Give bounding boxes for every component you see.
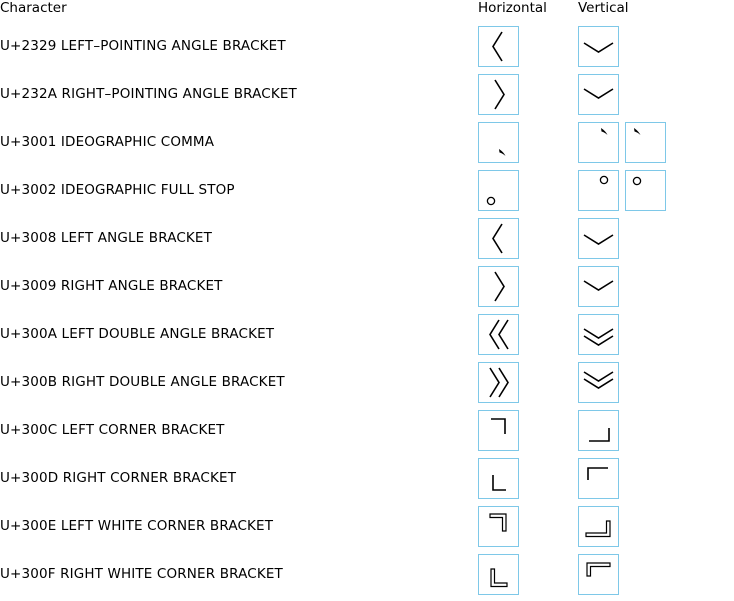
table-header-row	[0, 0, 734, 22]
table-row	[0, 502, 734, 550]
vertical-glyph-cell	[578, 406, 734, 454]
double-angle-bracket-left-horizontal-icon	[478, 314, 519, 355]
character-name: U+300E LEFT WHITE CORNER BRACKET	[0, 518, 274, 534]
white-corner-bracket-left-vertical-icon	[578, 506, 619, 547]
double-angle-bracket-right-vertical-icon	[578, 362, 619, 403]
white-corner-bracket-left-horizontal-icon	[478, 506, 519, 547]
corner-bracket-left-horizontal-icon	[478, 410, 519, 451]
table-row	[0, 406, 734, 454]
table-row	[0, 118, 734, 166]
horizontal-glyph-cell	[478, 22, 578, 70]
ideographic-full-stop-vertical-a-icon	[578, 170, 619, 211]
ideographic-full-stop-horizontal-icon	[478, 170, 519, 211]
ideographic-full-stop-vertical-b-icon	[625, 170, 666, 211]
double-angle-bracket-left-vertical-icon	[578, 314, 619, 355]
ideographic-comma-vertical-b-icon	[625, 122, 666, 163]
vertical-glyph-cell	[578, 22, 734, 70]
corner-bracket-right-horizontal-icon	[478, 458, 519, 499]
table-row	[0, 22, 734, 70]
character-name: U+3009 RIGHT ANGLE BRACKET	[0, 278, 223, 294]
table-row	[0, 70, 734, 118]
column-header-character: Character	[0, 0, 67, 16]
character-name: U+232A RIGHT–POINTING ANGLE BRACKET	[0, 86, 297, 102]
character-name: U+3002 IDEOGRAPHIC FULL STOP	[0, 182, 235, 198]
table-body	[0, 22, 734, 598]
table-row	[0, 310, 734, 358]
angle-bracket-right-vertical-icon	[578, 74, 619, 115]
column-header-horizontal: Horizontal	[478, 0, 547, 16]
column-header-vertical: Vertical	[578, 0, 629, 16]
character-name: U+2329 LEFT–POINTING ANGLE BRACKET	[0, 38, 286, 54]
vertical-glyph-cell	[578, 166, 734, 214]
ideographic-comma-vertical-a-icon	[578, 122, 619, 163]
character-name: U+300C LEFT CORNER BRACKET	[0, 422, 225, 438]
vertical-glyph-cell	[578, 70, 734, 118]
table-row	[0, 358, 734, 406]
angle-bracket-left-horizontal-icon	[478, 26, 519, 67]
horizontal-glyph-cell	[478, 502, 578, 550]
vertical-glyph-cell	[578, 118, 734, 166]
horizontal-glyph-cell	[478, 358, 578, 406]
horizontal-glyph-cell	[478, 310, 578, 358]
angle-bracket-right-vertical-icon	[578, 266, 619, 307]
white-corner-bracket-right-vertical-icon	[578, 554, 619, 595]
character-name: U+300F RIGHT WHITE CORNER BRACKET	[0, 566, 283, 582]
angle-bracket-right-horizontal-icon	[478, 266, 519, 307]
angle-bracket-left-vertical-icon	[578, 26, 619, 67]
corner-bracket-right-vertical-icon	[578, 458, 619, 499]
character-name: U+300D RIGHT CORNER BRACKET	[0, 470, 237, 486]
ideographic-comma-horizontal-icon	[478, 122, 519, 163]
horizontal-glyph-cell	[478, 550, 578, 598]
table-row	[0, 550, 734, 598]
character-name: U+3001 IDEOGRAPHIC COMMA	[0, 134, 215, 150]
angle-bracket-left-vertical-icon	[578, 218, 619, 259]
white-corner-bracket-right-horizontal-icon	[478, 554, 519, 595]
horizontal-glyph-cell	[478, 166, 578, 214]
table-row	[0, 166, 734, 214]
vertical-glyph-cell	[578, 310, 734, 358]
vertical-glyph-cell	[578, 262, 734, 310]
table-header	[0, 0, 734, 22]
horizontal-glyph-cell	[478, 214, 578, 262]
vertical-glyph-cell	[578, 454, 734, 502]
vertical-glyph-cell	[578, 502, 734, 550]
horizontal-glyph-cell	[478, 406, 578, 454]
vertical-glyph-cell	[578, 214, 734, 262]
angle-bracket-left-horizontal-icon	[478, 218, 519, 259]
character-name: U+3008 LEFT ANGLE BRACKET	[0, 230, 212, 246]
character-name: U+300A LEFT DOUBLE ANGLE BRACKET	[0, 326, 275, 342]
table-row	[0, 454, 734, 502]
horizontal-glyph-cell	[478, 118, 578, 166]
horizontal-glyph-cell	[478, 454, 578, 502]
horizontal-glyph-cell	[478, 262, 578, 310]
vertical-glyph-cell	[578, 550, 734, 598]
horizontal-glyph-cell	[478, 70, 578, 118]
table-row	[0, 262, 734, 310]
vertical-glyph-cell	[578, 358, 734, 406]
character-name: U+300B RIGHT DOUBLE ANGLE BRACKET	[0, 374, 285, 390]
corner-bracket-left-vertical-icon	[578, 410, 619, 451]
angle-bracket-right-horizontal-icon	[478, 74, 519, 115]
double-angle-bracket-right-horizontal-icon	[478, 362, 519, 403]
table-row	[0, 214, 734, 262]
